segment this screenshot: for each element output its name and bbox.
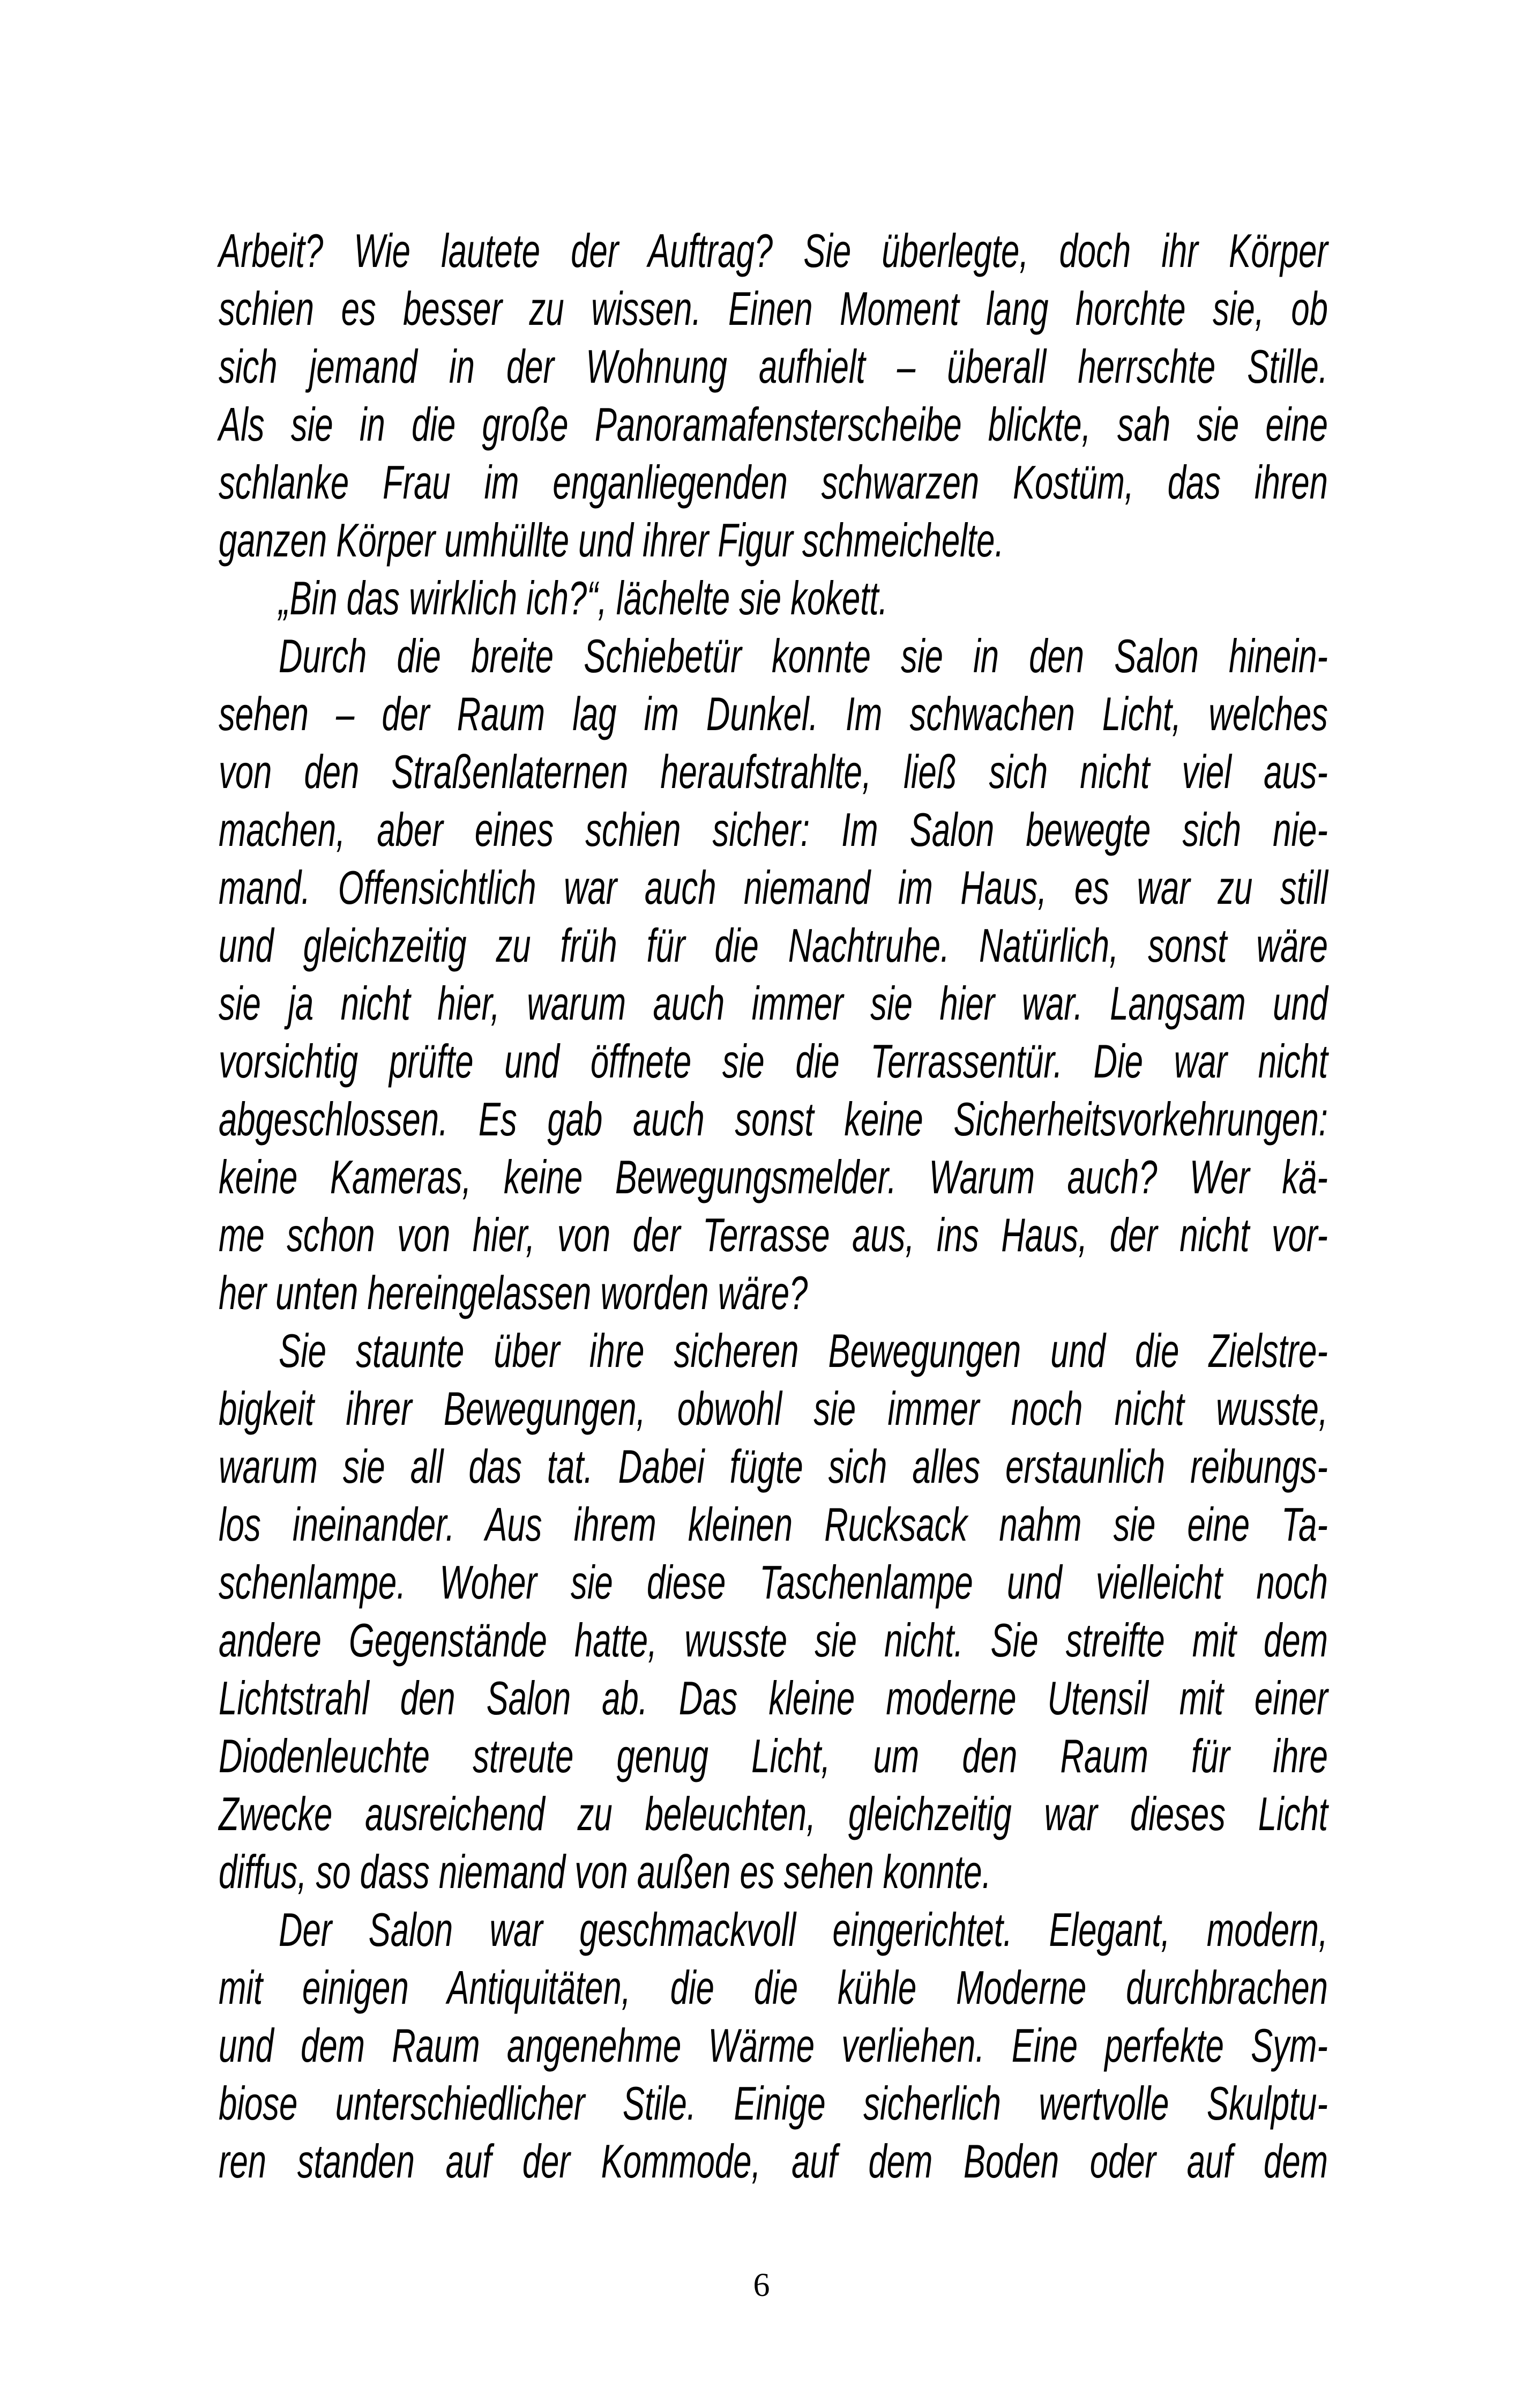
text-line: abgeschlossen. Es gab auch sonst keine Sicherheitsvorkehrungen: <box>219 1092 1328 1146</box>
text-line: Als sie in die große Panoramafensterscheibe blickte, sah sie eine <box>219 398 1328 451</box>
text-line: mand. Offensichtlich war auch niemand im Haus, es war zu still <box>219 861 1328 914</box>
text-line: ganzen Körper umhüllte und ihrer Figur schmeichelte. <box>219 514 1004 567</box>
text-line: sie ja nicht hier, warum auch immer sie hier war. Langsam und <box>219 977 1328 1030</box>
text-line: von den Straßenlaternen heraufstrahlte, ließ sich nicht viel aus- <box>219 745 1328 798</box>
text-line: los ineinander. Aus ihrem kleinen Rucksack nahm sie eine Ta- <box>219 1498 1328 1551</box>
text-line: sehen – der Raum lag im Dunkel. Im schwachen Licht, welches <box>219 687 1328 740</box>
text-line: sich jemand in der Wohnung aufhielt – überall herrschte Stille. <box>219 340 1328 393</box>
text-line: schlanke Frau im enganliegenden schwarzen Kostüm, das ihren <box>219 456 1328 509</box>
text-line: und gleichzeitig zu früh für die Nachtruhe. Natürlich, sonst wäre <box>219 919 1328 972</box>
text-line: und dem Raum angenehme Wärme verliehen. Eine perfekte Sym- <box>219 2019 1328 2072</box>
text-line: Der Salon war geschmackvoll eingerichtet. Elegant, modern, <box>279 1903 1328 1956</box>
text-line: warum sie all das tat. Dabei fügte sich alles erstaunlich reibungs- <box>219 1440 1328 1493</box>
page-text-block <box>219 222 1328 2190</box>
text-line: Sie staunte über ihre sicheren Bewegungen und die Zielstre- <box>279 1324 1328 1377</box>
text-line: machen, aber eines schien sicher: Im Salon bewegte sich nie- <box>219 803 1328 856</box>
text-line: Diodenleuchte streute genug Licht, um den Raum für ihre <box>219 1729 1328 1782</box>
text-line: „Bin das wirklich ich?“, lächelte sie kokett. <box>279 571 888 625</box>
text-line: Durch die breite Schiebetür konnte sie in den Salon hinein- <box>279 629 1328 682</box>
text-line: diffus, so dass niemand von außen es sehen konnte. <box>219 1845 991 1898</box>
text-line: vorsichtig prüfte und öffnete sie die Terrassentür. Die war nicht <box>219 1035 1328 1088</box>
text-line: bigkeit ihrer Bewegungen, obwohl sie immer noch nicht wusste, <box>219 1382 1328 1435</box>
text-line: her unten hereingelassen worden wäre? <box>219 1266 808 1319</box>
text-line: ren standen auf der Kommode, auf dem Boden oder auf dem <box>219 2135 1328 2188</box>
page-number: 6 <box>753 2267 770 2303</box>
text-line: Arbeit? Wie lautete der Auftrag? Sie überlegte, doch ihr Körper <box>219 224 1328 277</box>
text-line: andere Gegenstände hatte, wusste sie nicht. Sie streifte mit dem <box>219 1614 1328 1667</box>
text-line: Lichtstrahl den Salon ab. Das kleine moderne Utensil mit einer <box>219 1671 1328 1725</box>
text-line: me schon von hier, von der Terrasse aus, ins Haus, der nicht vor- <box>219 1208 1328 1261</box>
text-line: schenlampe. Woher sie diese Taschenlampe und vielleicht noch <box>219 1556 1328 1609</box>
text-line: keine Kameras, keine Bewegungsmelder. Warum auch? Wer kä- <box>219 1150 1328 1203</box>
text-line: biose unterschiedlicher Stile. Einige sicherlich wertvolle Skulptu- <box>219 2077 1328 2130</box>
text-line: mit einigen Antiquitäten, die die kühle Moderne durchbrachen <box>219 1961 1328 2014</box>
text-line: Zwecke ausreichend zu beleuchten, gleichzeitig war dieses Licht <box>219 1787 1328 1840</box>
text-line: schien es besser zu wissen. Einen Moment lang horchte sie, ob <box>219 282 1328 335</box>
